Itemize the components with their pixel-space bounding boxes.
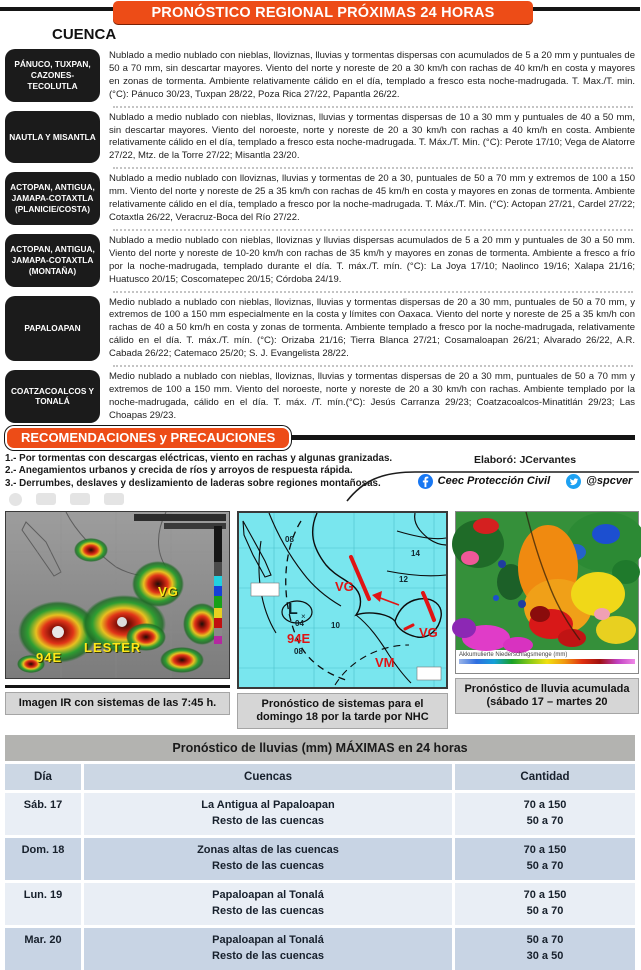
column-header-cantidad: Cantidad xyxy=(455,764,635,790)
facebook-link[interactable] xyxy=(418,474,551,489)
figure-caption xyxy=(237,693,448,729)
figure-rain-accumulation xyxy=(455,511,639,714)
dotted-separator xyxy=(113,291,633,293)
twitter-handle: @spcver xyxy=(586,475,633,488)
rain-forecast-table xyxy=(5,735,635,970)
share-buttons-watermark xyxy=(9,493,415,506)
region-label: NAUTLA Y MISANTLA xyxy=(5,111,100,164)
storm-label-lester: LESTER xyxy=(84,640,142,656)
region-forecast-list xyxy=(0,46,640,426)
isobar-label: 12 xyxy=(399,575,408,585)
caption-line: Pronóstico de sistemas para el xyxy=(261,698,424,711)
figure-ir-satellite xyxy=(5,511,230,715)
table-title: Pronóstico de lluvias (mm) MÁXIMAS en 24 horas xyxy=(5,735,635,761)
dotted-separator xyxy=(113,229,633,231)
cantidad-line: 30 a 50 xyxy=(526,949,564,962)
region-row-coatzacoalcos xyxy=(5,368,635,426)
region-row-actopan-costa xyxy=(5,170,635,228)
legend-title: Akkumulierte Niederschlagsmenge (mm) xyxy=(459,652,568,659)
system-label-94e: 94E xyxy=(287,631,311,647)
cantidad-line: 50 a 70 xyxy=(526,859,564,872)
author-credit: Elaboró: JCervantes xyxy=(473,453,577,466)
cantidad-line: 70 a 150 xyxy=(523,889,567,902)
social-links xyxy=(418,474,633,489)
cuenca-column-label: CUENCA xyxy=(52,26,117,43)
table-cell-cantidad xyxy=(455,793,635,835)
dotted-separator xyxy=(113,365,633,367)
cuenca-line: Resto de las cuencas xyxy=(212,949,324,962)
dotted-separator xyxy=(113,106,633,108)
figures-row xyxy=(0,511,640,729)
table-cell-day: Mar. 20 xyxy=(5,928,81,970)
system-label-vm: VM xyxy=(375,655,395,671)
cuenca-line: Papaloapan al Tonalá xyxy=(212,934,324,947)
isobar-label: 08 xyxy=(294,647,303,657)
region-row-panuco xyxy=(5,47,635,105)
region-row-nautla xyxy=(5,109,635,167)
rain-accumulation-map xyxy=(455,511,639,674)
figure-caption xyxy=(455,678,639,714)
facebook-icon xyxy=(418,474,433,489)
region-forecast-text: Medio nublado a nublado con nieblas, lloviznas, lluvias y tormentas dispersas de 20 a 30 mm, puntuales de 50 a 70 mm, y extremos de 100 a 150 mm especialmente en la costa y límites con Oaxaca. Viento del norte y noreste de 25 a 35 km/h con rachas de 40 a 50 km/h en costa y zonas de tormenta. Ambiente templado a fresco por la noche-madrugada, relativamente cálido en el día. T. máx./T. mín. (°C): Orizaba 21/16; Tierra Blanca 27/21; Cosamaloapan 26/21; Alvarado 26/22, A.R. Cabada 26/22; Catemaco 25/20; S. J. Evangelista 28/22. xyxy=(109,296,635,360)
recommendations-list xyxy=(5,453,415,507)
region-forecast-text: Nublado a medio nublado con lloviznas, lluvias y tormentas de 20 a 30, puntuales de 50 a 70 mm y extremos de 100 a 150 mm. Viento del norte y noreste de 25 a 35 km/h con rachas de 45 km/h en costa y mayores en zonas de tormenta. Ambiente relativamente cálido en el día, templado a fresco por la noche-madrugada. T. Máx./T. Min. (°C): Actopan 27/21, Cardel 27/22; Cotaxtla 26/22, Veracruz-Boca del Río 27/22. xyxy=(109,173,635,223)
recommendation-item: 2.- Anegamientos urbanos y crecida de ríos y arroyos de respuesta rápida. xyxy=(5,465,353,477)
region-forecast-text: Nublado a medio nublado con nieblas, lloviznas y lluvias dispersas acumulados de 5 a 20 mm y puntuales de 30 a 50 mm. Viento del norte y noreste de 10-20 km/h con rachas de 35 km/h y mayores en zonas de tormenta. Ambiente a fresco a frío por la noche-madrugada, templado durante el día. T. máx./T. mín. (°C): La Joya 17/10; Naolinco 19/16; Xalapa 21/16; Huatusco 20/15; Coscomatepec 20/15; Córdoba 24/19. xyxy=(109,234,635,285)
main-banner xyxy=(113,1,533,24)
table-cell-cuencas xyxy=(84,793,452,835)
cuenca-line: Resto de las cuencas xyxy=(212,904,324,917)
table-cell-cantidad xyxy=(455,928,635,970)
cantidad-line: 50 a 70 xyxy=(526,814,564,827)
table-cell-day: Lun. 19 xyxy=(5,883,81,925)
recommendations-banner: RECOMENDACIONES y PRECAUCIONES xyxy=(5,426,291,450)
table-cell-day: Sáb. 17 xyxy=(5,793,81,835)
facebook-label: Ceec Protección Civil xyxy=(437,475,551,488)
table-cell-cuencas xyxy=(84,838,452,880)
table-cell-cuencas xyxy=(84,883,452,925)
low-pressure-symbol: L xyxy=(288,601,298,619)
share-icon xyxy=(104,493,124,505)
figure-nhc-systems xyxy=(237,511,448,729)
isobar-label: 04 xyxy=(295,619,304,629)
storm-label-94e: 94E xyxy=(36,650,63,666)
table-cell-cantidad xyxy=(455,838,635,880)
region-forecast-text: Nublado a medio nublado con nieblas, lloviznas, lluvias y tormentas dispersas con acumulados de 5 a 20 mm y puntuales de 50 a 70 mm, sin descartar mayores. Viento del norte y noreste de 20 a 30 km/h con rachas de 40 km/h en costa y mayores en zonas de tormenta. Ambiente relativamente cálido en el día, templado a fresco esta noche-madrugada. T. Max./T. min. (°C): Pánuco 30/23, Tuxpan 28/22, Poza Rica 27/22, Papantla 26/22. xyxy=(109,50,635,100)
isobar-label: 14 xyxy=(411,549,420,559)
table-cell-day: Dom. 18 xyxy=(5,838,81,880)
storm-label-vg: VG xyxy=(158,584,179,600)
map-legend xyxy=(456,650,638,665)
twitter-link[interactable] xyxy=(566,474,632,489)
region-row-actopan-montana xyxy=(5,232,635,290)
isobar-label: 10 xyxy=(331,621,340,631)
cuenca-line: Zonas altas de las cuencas xyxy=(197,844,339,857)
table-cell-cuencas xyxy=(84,928,452,970)
region-forecast-text: Medio nublado a nublado con nieblas, lloviznas, lluvias y tormentas dispersas de 20 a 30 mm, puntuales de 50 a 70 mm y extremos de 100 a 150 mm. Viento del noroeste, norte y noreste de 20 a 30 km/h con rachas. Ambiente templado por la noche-madrugada, cálido en el día. T. máx. /T. mín.(°C): Jesús Carranza 29/23; Coatzacoalcos-Minatitlán 29/23; Las Choapas 29/23. xyxy=(109,371,635,421)
main-banner-title: PRONÓSTICO REGIONAL PRÓXIMAS 24 HORAS xyxy=(151,4,495,21)
recommendation-item: 3.- Derrumbes, deslaves y deslizamiento de laderas sobre regiones montañosas. xyxy=(5,477,381,489)
cuenca-line: Resto de las cuencas xyxy=(212,859,324,872)
region-label: PAPALOAPAN xyxy=(5,296,100,362)
svg-text:×: × xyxy=(301,612,306,622)
cantidad-line: 70 a 150 xyxy=(523,844,567,857)
table-cell-cantidad xyxy=(455,883,635,925)
caption-line: domingo 18 por la tarde por NHC xyxy=(256,711,429,724)
figure-divider-line xyxy=(5,685,230,688)
share-icon xyxy=(9,493,22,506)
system-label-vg-east: VG xyxy=(419,625,438,641)
cantidad-line: 70 a 150 xyxy=(523,799,567,812)
caption-line: (sábado 17 – martes 20 xyxy=(486,696,608,709)
cantidad-line: 50 a 70 xyxy=(526,934,564,947)
region-row-papaloapan xyxy=(5,294,635,365)
twitter-icon xyxy=(566,474,581,489)
share-icon xyxy=(70,493,90,505)
header xyxy=(0,0,640,46)
region-label: PÁNUCO, TUXPAN, CAZONES-TECOLUTLA xyxy=(5,49,100,102)
recommendation-item: 1.- Por tormentas con descargas eléctricas, viento en rachas y algunas granizadas. xyxy=(5,452,393,464)
cuenca-line: Papaloapan al Tonalá xyxy=(212,889,324,902)
region-label: ACTOPAN, ANTIGUA, JAMAPA-COTAXTLA (MONTAÑA) xyxy=(5,234,100,287)
figure-caption: Imagen IR con sistemas de las 7:45 h. xyxy=(5,692,230,715)
recommendations-section xyxy=(0,426,640,507)
region-label: COATZACOALCOS Y TONALÁ xyxy=(5,370,100,423)
caption-line: Pronóstico de lluvia acumulada xyxy=(464,683,630,696)
cuenca-line: Resto de las cuencas xyxy=(212,814,324,827)
region-label: ACTOPAN, ANTIGUA, JAMAPA-COTAXTLA (PLANICIE/COSTA) xyxy=(5,172,100,225)
legend-colorbar xyxy=(459,659,635,664)
nhc-systems-map xyxy=(237,511,448,689)
isobar-label: 08 xyxy=(285,535,294,545)
cantidad-line: 50 a 70 xyxy=(526,904,564,917)
column-header-cuencas: Cuencas xyxy=(84,764,452,790)
system-label-vg-north: VG xyxy=(335,579,354,595)
cuenca-line: La Antigua al Papaloapan xyxy=(201,799,335,812)
ir-satellite-image xyxy=(5,511,230,679)
dotted-separator xyxy=(113,167,633,169)
region-forecast-text: Nublado a medio nublado con nieblas, lloviznas, lluvias y tormentas dispersas de 10 a 30 mm y puntuales de 40 a 50 mm, sin descartar mayores. Viento del noroeste, norte y noreste de 20 a 30 km/h con rachas a 40 km/h en costa. Ambiente relativamente cálido en el día, templado a fresco esta noche-madrugada. T. Máx./T. Min. (°C): Perote 17/10; Vega de Alatorre 27/22, Mtz. de la Torre 27/22; Misantla 23/20. xyxy=(109,111,635,162)
column-header-dia: Día xyxy=(5,764,81,790)
share-icon xyxy=(36,493,56,505)
